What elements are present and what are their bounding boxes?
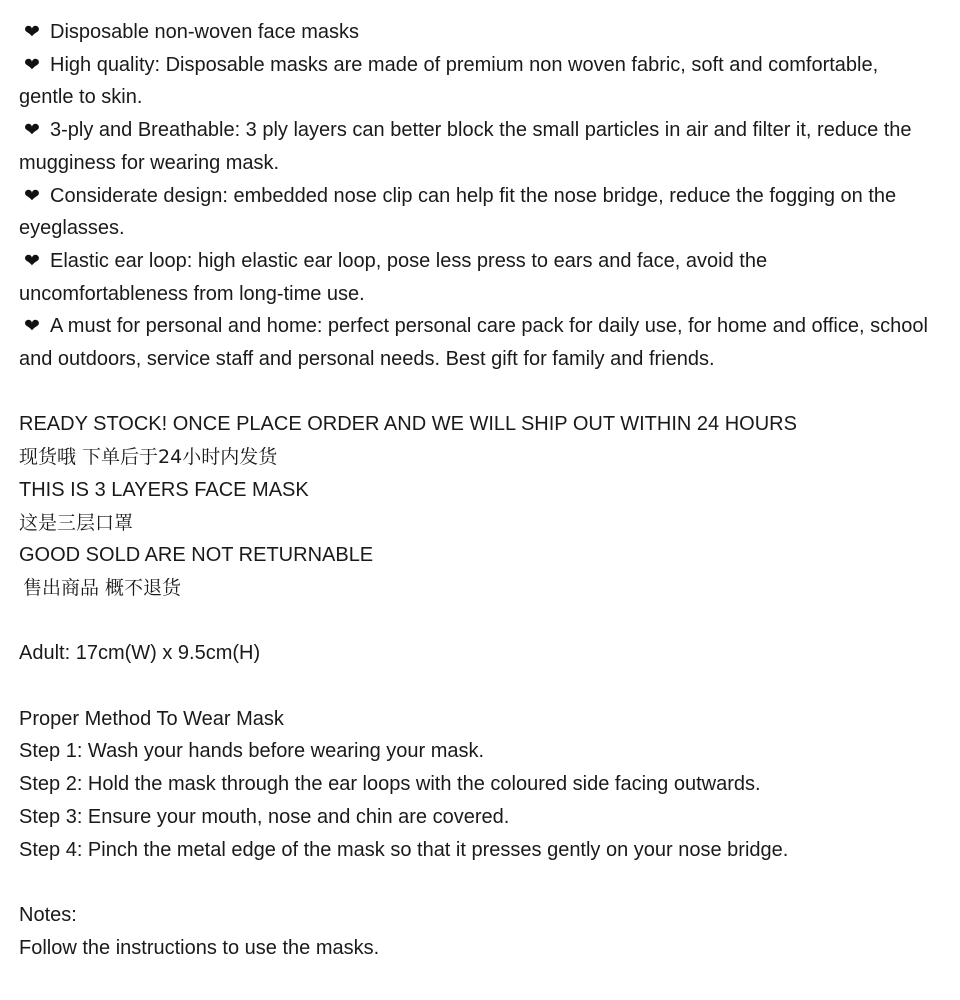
returns-notice: GOOD SOLD ARE NOT RETURNABLE xyxy=(19,544,374,567)
heart-icon: ❤ xyxy=(24,250,40,272)
feature-bullet xyxy=(19,245,929,310)
heart-icon: ❤ xyxy=(24,120,40,142)
method-step: Step 3: Ensure your mouth, nose and chin are covered. xyxy=(19,805,510,828)
feature-text: Elastic ear loop: high elastic ear loop, pose less press to ears and face, avoid the uncomfortableness from long-time use. xyxy=(19,249,768,305)
heart-icon: ❤ xyxy=(24,185,40,207)
returns-notice-cn: 售出商品 概不退货 xyxy=(23,576,182,599)
feature-bullet xyxy=(19,310,929,375)
method-step: Step 4: Pinch the metal edge of the mask so that it presses gently on your nose bridge. xyxy=(19,838,789,861)
ready-stock-notice-cn: 现货哦 下单后于24小时内发货 xyxy=(19,446,278,469)
feature-text: 3-ply and Breathable: 3 ply layers can better block the small particles in air and filter it, reduce the mugginess for wearing mask. xyxy=(19,119,912,174)
layers-notice: THIS IS 3 LAYERS FACE MASK xyxy=(19,478,309,501)
feature-bullet xyxy=(19,16,929,49)
feature-text: High quality: Disposable masks are made of premium non woven fabric, soft and comfortable, gentle to skin. xyxy=(19,53,879,109)
ready-stock-notice: READY STOCK! ONCE PLACE ORDER AND WE WILL SHIP OUT WITHIN 24 HOURS xyxy=(19,413,797,436)
heart-icon: ❤ xyxy=(24,54,40,76)
spacer xyxy=(19,866,929,899)
heart-icon: ❤ xyxy=(24,316,40,338)
size-info: Adult: 17cm(W) x 9.5cm(H) xyxy=(19,642,261,665)
heart-icon: ❤ xyxy=(24,22,40,43)
method-step: Step 2: Hold the mask through the ear loops with the coloured side facing outwards. xyxy=(19,773,761,796)
product-description xyxy=(19,16,929,964)
feature-bullet xyxy=(19,180,929,245)
spacer xyxy=(19,670,929,703)
feature-bullet xyxy=(19,114,929,179)
feature-text: Disposable non-woven face masks xyxy=(50,21,360,43)
layers-notice-cn: 这是三层口罩 xyxy=(19,511,134,534)
method-step: Step 1: Wash your hands before wearing your mask. xyxy=(19,740,485,763)
feature-text: Considerate design: embedded nose clip can help fit the nose bridge, reduce the fogging on the eyeglasses. xyxy=(19,184,897,240)
notes-title: Notes: xyxy=(19,903,77,926)
notes-line: Follow the instructions to use the masks. xyxy=(19,936,380,959)
method-title: Proper Method To Wear Mask xyxy=(19,707,284,730)
spacer xyxy=(19,605,929,638)
spacer xyxy=(19,376,929,409)
feature-bullet xyxy=(19,49,929,114)
feature-text: A must for personal and home: perfect personal care pack for daily use, for home and office, school and outdoors, service staff and personal needs. Best gift for family and friends. xyxy=(19,315,928,371)
